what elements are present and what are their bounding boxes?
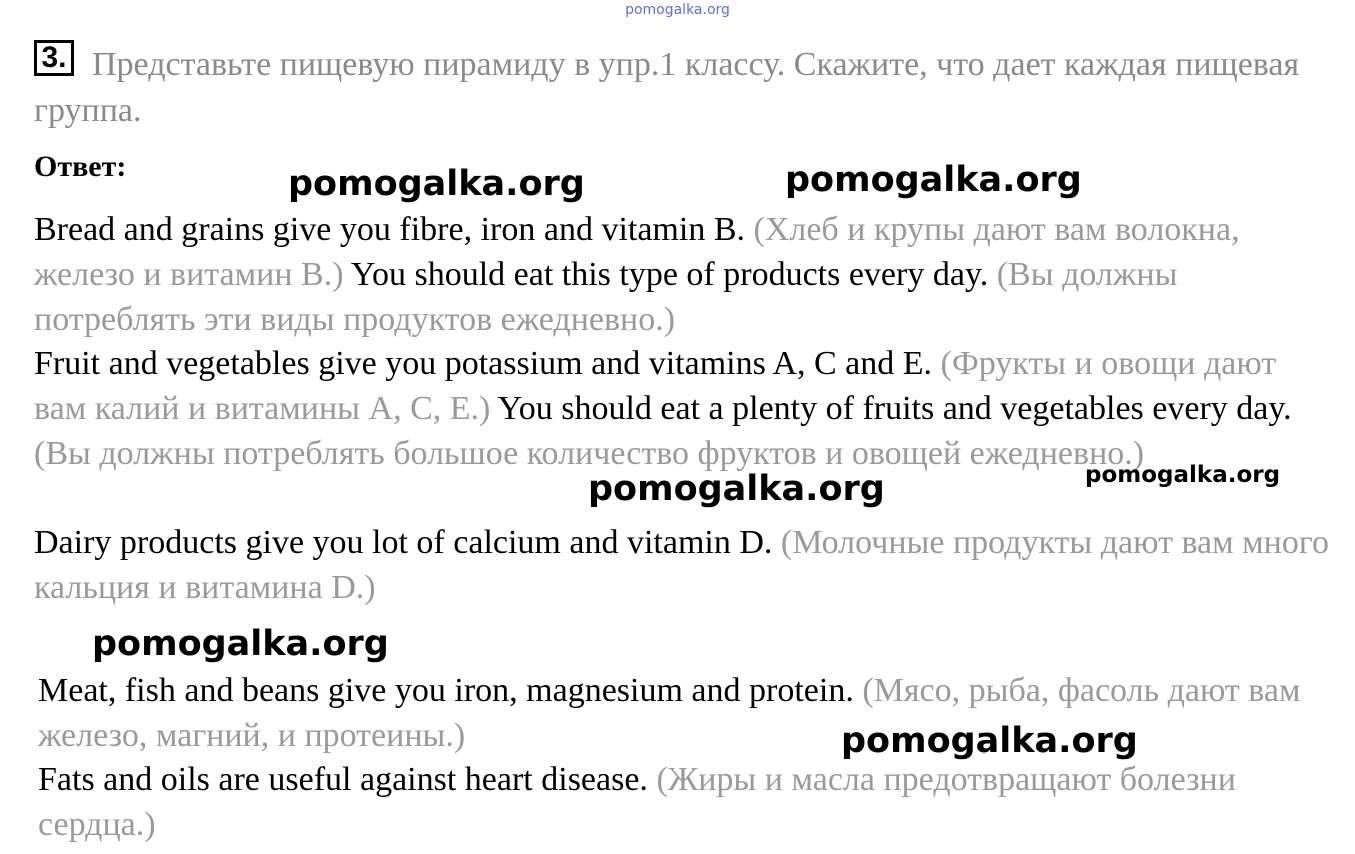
task-number: 3. xyxy=(34,40,74,76)
english-text: Meat, fish and beans give you iron, magnesium and protein. xyxy=(38,672,854,709)
task-prompt: Представьте пищевую пирамиду в упр.1 классу. Скажите, что дает каждая пищевая группа. xyxy=(34,46,1300,129)
english-text: Fats and oils are useful against heart disease. xyxy=(38,761,648,798)
russian-translation: (Жиры и масла предотвращают болезни сердца.) xyxy=(38,761,1236,843)
answer-paragraph-dairy xyxy=(34,520,1334,610)
answer-label: Ответ: xyxy=(34,150,127,183)
english-text: Dairy products give you lot of calcium and vitamin D. xyxy=(34,524,773,561)
english-text: You should eat a plenty of fruits and vegetables every day. xyxy=(497,390,1292,427)
answer-paragraph-fats xyxy=(38,757,1338,847)
watermark: pomogalka.org xyxy=(785,160,1082,200)
header-watermark: pomogalka.org xyxy=(625,2,730,18)
russian-translation: (Хлеб и крупы дают вам волокна, железо и витамин B.) xyxy=(34,211,1240,293)
english-text: You should eat this type of products every day. xyxy=(350,256,989,293)
russian-translation: (Мясо, рыба, фасоль дают вам железо, магний, и протеины.) xyxy=(38,672,1301,754)
russian-translation: (Фрукты и овощи дают вам калий и витамины A, C, E.) xyxy=(34,345,1277,427)
russian-translation: (Вы должны потреблять большое количество фруктов и овощей ежедневно.) xyxy=(34,435,1145,472)
russian-translation: (Молочные продукты дают вам много кальция и витамина D.) xyxy=(34,524,1329,606)
watermark: pomogalka.org xyxy=(288,164,585,204)
answer-paragraph-meat xyxy=(38,668,1338,758)
english-text: Fruit and vegetables give you potassium and vitamins A, C and E. xyxy=(34,345,933,382)
watermark: pomogalka.org xyxy=(1085,462,1281,488)
watermark: pomogalka.org xyxy=(92,624,389,664)
answer-paragraph-bread xyxy=(34,207,1334,342)
watermark: pomogalka.org xyxy=(841,721,1138,761)
watermark: pomogalka.org xyxy=(588,469,885,509)
answer-paragraph-fruit xyxy=(34,341,1334,476)
russian-translation: (Вы должны потреблять эти виды продуктов ежедневно.) xyxy=(34,256,1178,338)
english-text: Bread and grains give you fibre, iron and vitamin B. xyxy=(34,211,745,248)
